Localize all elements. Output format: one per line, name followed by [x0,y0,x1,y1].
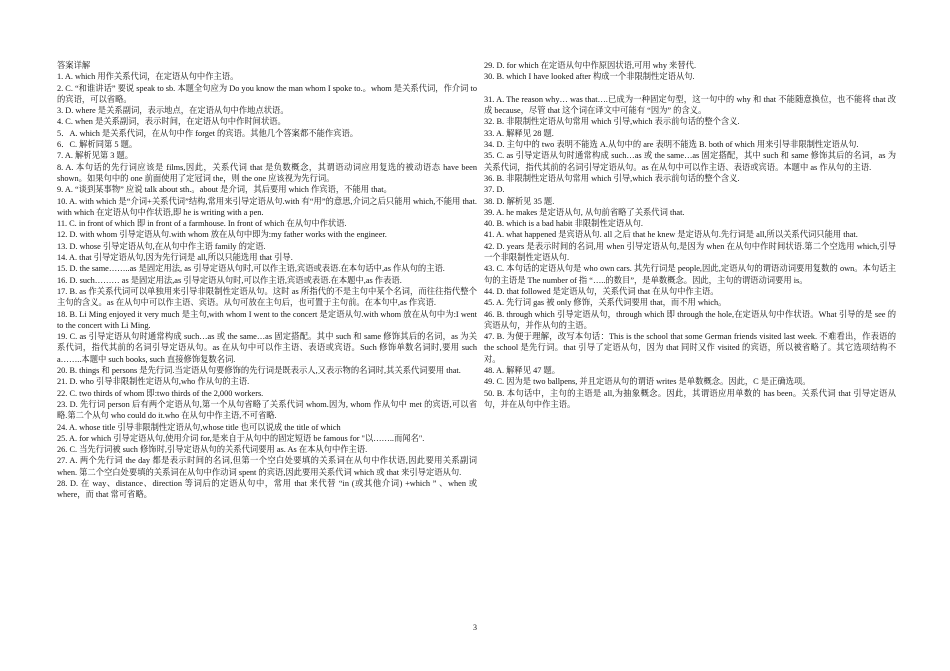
answer-item: 43. C. 本句话的定语从句是 who own cars. 其先行词是 people,因此,定语从句的谓语动词要用复数的 own。本句话主句的主语是 The number of 指 “…..的数目”，是单数概念。因此，主句的谓语动词要用 is。 [484,264,896,285]
answer-item: 1. A. which 用作关系代词，在定语从句中作主语。 [57,72,239,82]
answer-item: 34. D. 主句中的 two 表明不能选 A.从句中的 are 表明不能选 B. both of which 用来引导非限制性定语从句. [484,140,859,150]
answer-item: 28. D. 在 way、distance、direction 等词后的定语从句中，常用 that 来代替 “in (或其他介词) +which ” 、when 或 where，而 that 常可省略。 [57,478,477,500]
answer-item: 48. A. 解释见 47 题。 [484,366,561,376]
answer-item: 50. B. 本句话中，主句的主语是 all,为抽象概念。因此，其谓语应用单数的 has been。关系代词 that 引导定语从句，并在从句中作主语。 [484,388,896,409]
answer-item: 8. A. 本句话的先行词应该是 films,因此，关系代词 that 是负数概念，其谓语动词应用复选的被动语态 have been shown。如果句中的 one 前面使用了定冠词 the，则 the one 应该视为先行词。 [57,162,477,183]
answer-item: 7. A. 解析见第 3 题。 [57,151,134,161]
answer-item: 47. B. 为便于理解，改写本句话：This is the school that some German friends visited last week. 不难看出，作表语的 the school 是先行词。that 引导了定语从句，因为 that 同时又作 visited 的宾语，所以被省略了。其它选项结构不对。 [484,332,896,364]
answer-item: 36. B. 非限制性定语从句常用 which 引导,which 表示前句话的整个含义. [484,173,740,183]
answer-item: 12. D. with whom 引导定语从句.with whom 放在从句中即为:my father works with the engineer. [57,230,387,240]
answer-item: 21. D. who 引导非限制性定语从句,who 作从句的主语. [57,377,250,387]
answer-item: 18. B. Li Ming enjoyed it very much 是主句,with whom I went to the concert 是定语从句.with whom 放在从句中为:I went to the concert with Li Ming. [57,309,477,330]
answer-item: 14. A. that 引导定语从句,因为先行词是 all,所以只能选用 that 引导. [57,253,293,263]
section-heading: 答案详解 [57,61,91,70]
answer-item: 38. D. 解析见 35 题. [484,196,555,206]
answer-item: 32. B. 非限制性定语从句常用 which 引导,which 表示前句话的整个含义. [484,117,740,127]
answer-item: 26. C. 当先行词被 such 修饰时,引导定语从句的关系代词要用 as. As 在本从句中作主语. [57,445,368,455]
answer-item: 24. A. whose title 引导非限制性定语从句,whose title 也可以说成 the title of which [57,422,341,432]
answer-item: 49. C. 因为是 two ballpens, 并且定语从句的谓语 writes 是单数概念。因此，C 是正确选项。 [484,377,811,387]
answer-item: 46. B. through which 引导定语从句，through which 即 through the hole,在定语从句中作状语。What 引导的是 see 的宾语从句，并作从句的主语。 [484,309,896,330]
answer-item: 25. A. for which 引导定语从句,使用介词 for,是来自于从句中的固定短语 be famous for "以……..而闻名". [57,433,425,443]
answer-item: 40. B. which is a bad habit 非限制性定语从句. [484,219,644,229]
answer-item: 9. A. “谈到某事物” 应说 talk about sth.。about 是介词，其后要用 which 作宾语，不能用 that。 [57,185,392,195]
answer-item: 10. A. with which 是“介词+关系代词”结构,常用来引导定语从句.with 有“用”的意思,介词之后只能用 which,不能用 that. with which 在定语从句中作状语,即 he is writing with a pen. [57,196,477,217]
answer-item: 33. A. 解释见 28 题. [484,128,554,138]
answer-item: 27. A. 两个先行词 the day 都是表示时间的名词,但第一个空白处要填的关系词在从句中作状语,因此要用关系副词 when. 第二个空白处要填的关系词在从句中作动词 spent 的宾语,因此要用关系代词 which 或 that 来引导定语从句. [57,456,477,477]
answer-item: 5．A. which 是关系代词，在从句中作 forget 的宾语。其他几个答案都不能作宾语。 [57,128,359,138]
answer-item: 19. C. as 引导定语从句时通常构成 such…as 或 the same…as 固定搭配。其中 such 和 same 修饰其后的名词，as 为关系代词，指代其前的名词引导定语从句。as 在从句中可以作主语、表语或宾语。Such 修饰单数名词时,要用 such a……..本题中 such books, such 直接修饰复数名词. [57,332,477,364]
answer-item: 41. A. what happened 是宾语从句. all 之后 that he knew 是定语从句.先行词是 all,所以关系代词只能用 that. [484,230,858,240]
answer-item: 16. D. such……… as 是固定用法,as 引导定语从句时,可以作主语,宾语或表语.在本题中,as 作表语. [57,275,402,285]
answer-item: 15. D. the same……..as 是固定用法, as 引导定语从句时,可以作主语,宾语或表语.在本句话中,as 作从句的主语. [57,264,445,274]
answer-item: 44. D. that followed 是定语从句，关系代词 that 在从句中作主语。 [484,286,719,296]
answer-item: 2. C. “和谁讲话” 要说 speak to sb. 本题全句应为 Do you know the man whom I spoke to.。whom 是关系代词，作介词 to 的宾语，可以省略。 [57,83,477,104]
answer-item: 37. D. [484,185,505,195]
answer-item: 20. B. things 和 persons 是先行词.当定语从句要修饰的先行词是既表示人,又表示物的名词时,其关系代词要用 that. [57,366,461,376]
answer-item: 42. D. years 是表示时间的名词,用 when 引导定语从句,是因为 when 在从句中作时间状语.第二个空选用 which,引导一个非限制性定语从句. [484,241,896,263]
left-column [57,60,477,501]
answer-item: 39. A. he makes 是定语从句, 从句前省略了关系代词 that. [484,207,685,217]
answer-item: 11. C. in front of which 即 in front of a farmhouse. In front of which 在从句中作状语. [57,219,347,229]
blank-line [484,83,896,94]
answer-item: 22. C. two thirds of whom 即:two thirds of the 2,000 workers. [57,388,264,398]
answer-item: 29. D. for which 在定语从句中作原因状语,可用 why 来替代. [484,61,697,70]
answer-item: 4. C. when 是关系副词，表示时间，在定语从句中作时间状语。 [57,117,286,127]
answer-item: 31. A. The reason why… was that….已成为一种固定句型，这一句中的 why 和 that 不能随意换位，也不能将 that 改成 because，尽管 that 这个词在译文中可能有 “因为” 的含义。 [484,94,896,116]
answer-item: 13. D. whose 引导定语从句,在从句中作主语 family 的定语. [57,241,266,251]
answer-item: 3. D. where 是关系副词，表示地点，在定语从句中作地点状语。 [57,106,289,116]
answer-item: 17. B. as 作关系代词可以单独用来引导非限制性定语从句。这时 as 所指代的不是主句中某个名词，而往往指代整个主句的含义。as 在从句中可以作主语、宾语。从句可放在主句后，也可置于主句前。在本句中,as 作宾语. [57,286,477,308]
answer-item: 6．C. 解析同第 5 题。 [57,140,138,150]
answer-item: 30. B. which I have looked after 构成一个非限制性定语从句. [484,72,695,82]
answer-item: 35. C. as 引导定语从句时通常构成 such…as 或 the same…as 固定搭配，其中 such 和 same 修饰其后的名词，as 为关系代词，指代其前的名词引导定语从句。as 在从句中可以作主语、表语或宾语。本题中 as 作从句的主语. [484,151,896,172]
page-number: 3 [473,623,477,632]
right-column [484,60,896,410]
answer-item: 45. A. 先行词 gas 被 only 修饰，关系代词要用 that，而不用 which。 [484,298,727,308]
answer-item: 23. D. 先行词 person 后有两个定语从句,第一个从句省略了关系代词 whom.因为, whom 作从句中 met 的宾语,可以省略.第二个从句 who could do it.who 在从句中作主语,不可省略. [57,399,477,421]
